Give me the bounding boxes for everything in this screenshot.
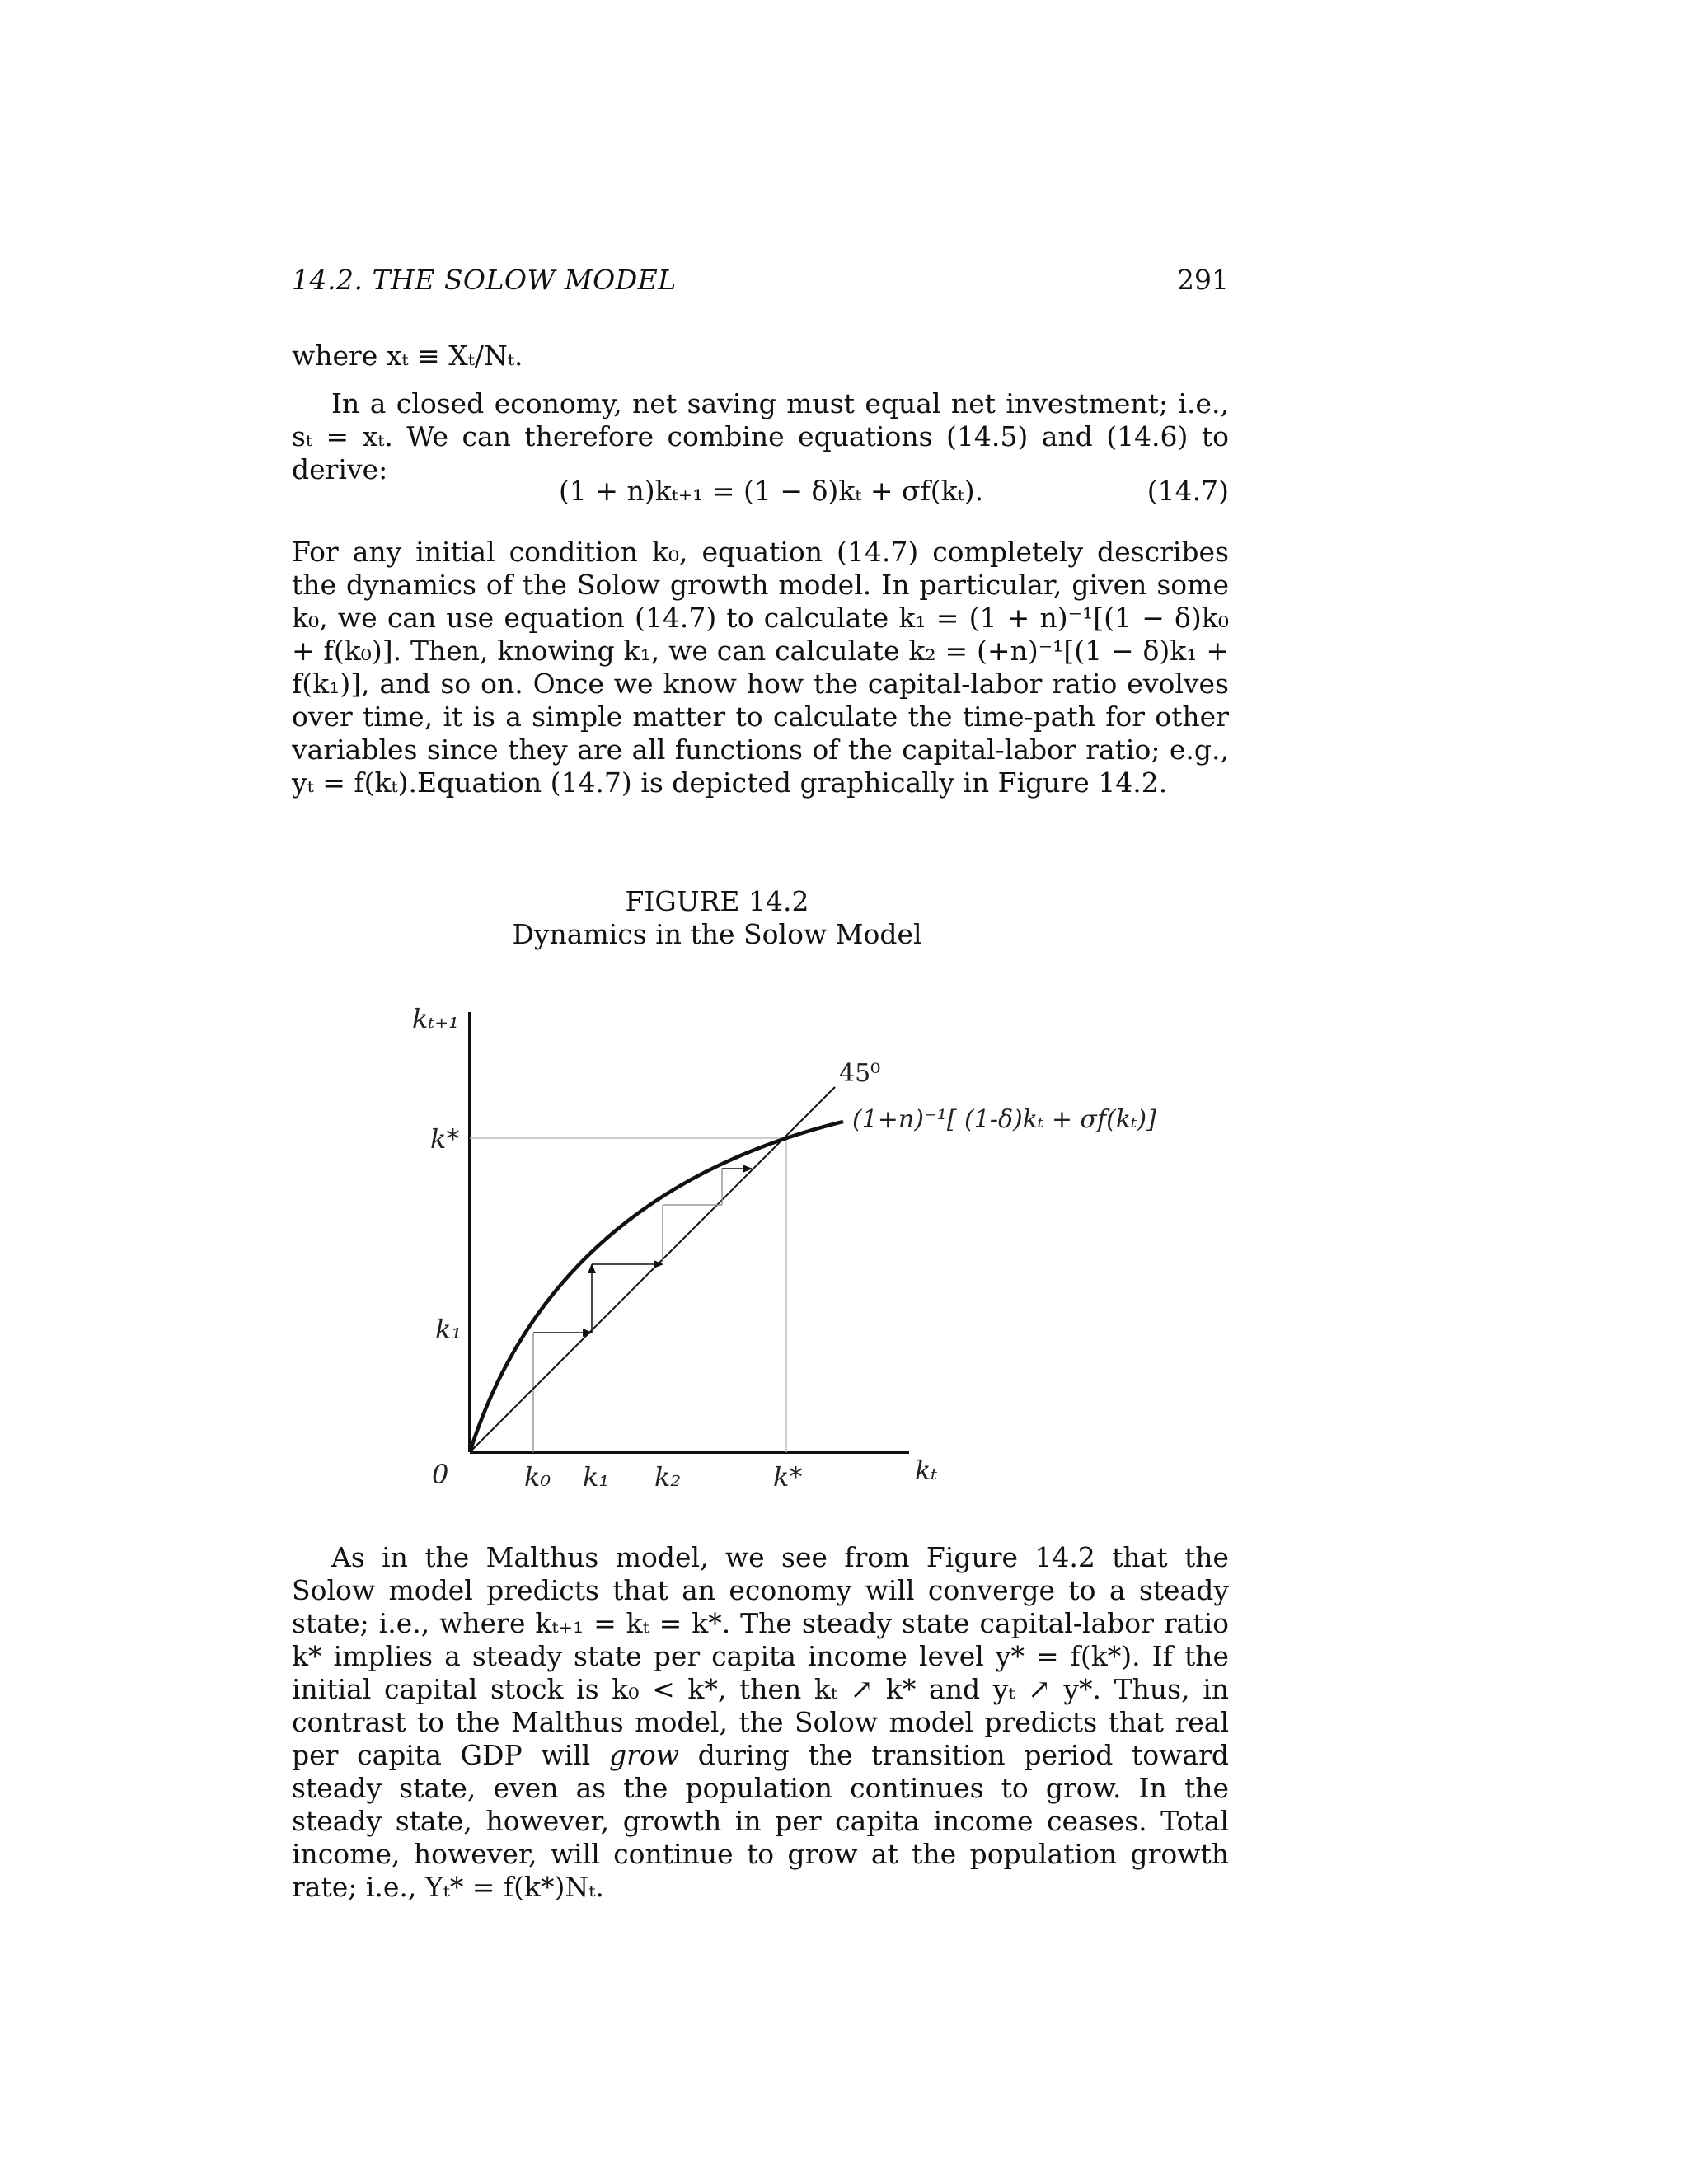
paragraph-3-text: For any initial condition k₀, equation (14.7) completely describes the dynamics of the Solow growth model. In particular, given some k₀, we can use equation (14.7) to calculate k₁ = (1 + n)⁻¹[(1 − δ)k₀ + f(k₀)]. Then, knowing k₁, we can calculate k₂ = (+n)⁻¹[(1 − δ)k₁ + f(k₁)], and so on. Once we know how the capital-labor ratio evolves over time, it is a simple matter to calculate the time-path for other variables since they are all functions of the capital-labor ratio; e.g., yₜ = f(kₜ).Equation (14.7) is depicted graphically in Figure 14.2.: [292, 536, 1229, 799]
figure-title: Dynamics in the Solow Model: [512, 918, 922, 950]
x-tick-k1: k₁: [583, 1461, 610, 1493]
paragraph-4: [292, 1541, 1229, 1904]
paragraph-4-text: [292, 1541, 1229, 1904]
x-tick-k2: k₂: [654, 1461, 682, 1493]
paragraph-2-text: In a closed economy, net saving must equal net investment; i.e., sₜ = xₜ. We can therefore combine equations (14.5) and (14.6) to derive:: [292, 387, 1229, 485]
x-tick-k0: k₀: [524, 1461, 551, 1493]
curve-label: (1+n)⁻¹[ (1-δ)kₜ + σf(kₜ)]: [852, 1105, 1156, 1134]
y-tick-k1: k₁: [435, 1314, 462, 1345]
x-axis-label: kₜ: [915, 1455, 938, 1486]
y-tick-kstar: k*: [430, 1123, 460, 1155]
paragraph-4-part-b: during the transition period toward steady state, even as the population continues to grow. In the steady state, however, growth in per capita income ceases. Total income, however, will continue to grow at the population growth rate; i.e., Yₜ* = f(k*)Nₜ.: [292, 1739, 1229, 1903]
x-tick-kstar: k*: [773, 1461, 803, 1493]
forty-five-label: 45⁰: [839, 1059, 881, 1088]
emphasis-grow: grow: [608, 1739, 679, 1771]
figure-label: FIGURE 14.2: [625, 885, 809, 917]
paragraph-1-text: where xₜ ≡ Xₜ/Nₜ.: [292, 340, 523, 372]
origin-label: 0: [432, 1459, 449, 1490]
law-of-motion-curve: [470, 1122, 843, 1452]
equation-number: (14.7): [1146, 475, 1229, 507]
running-header-section: 14.2. THE SOLOW MODEL: [292, 264, 677, 296]
equation-body: (1 + n)kₜ₊₁ = (1 − δ)kₜ + σf(kₜ).: [559, 475, 984, 507]
page-number: 291: [1177, 264, 1229, 296]
paragraph-4-part-a: As in the Malthus model, we see from Figure 14.2 that the Solow model predicts that an economy will converge to a steady state; i.e., where kₜ₊₁ = kₜ = k*. The steady state capital-labor ratio k* implies a steady state per capita income level y* = f(k*). If the initial capital stock is k₀ < k*, then kₜ ↗ k* and yₜ ↗ y*. Thus, in contrast to the Malthus model, the Solow model predicts that real per capita GDP will: [292, 1541, 1229, 1771]
y-axis-label: kₜ₊₁: [412, 1003, 459, 1034]
